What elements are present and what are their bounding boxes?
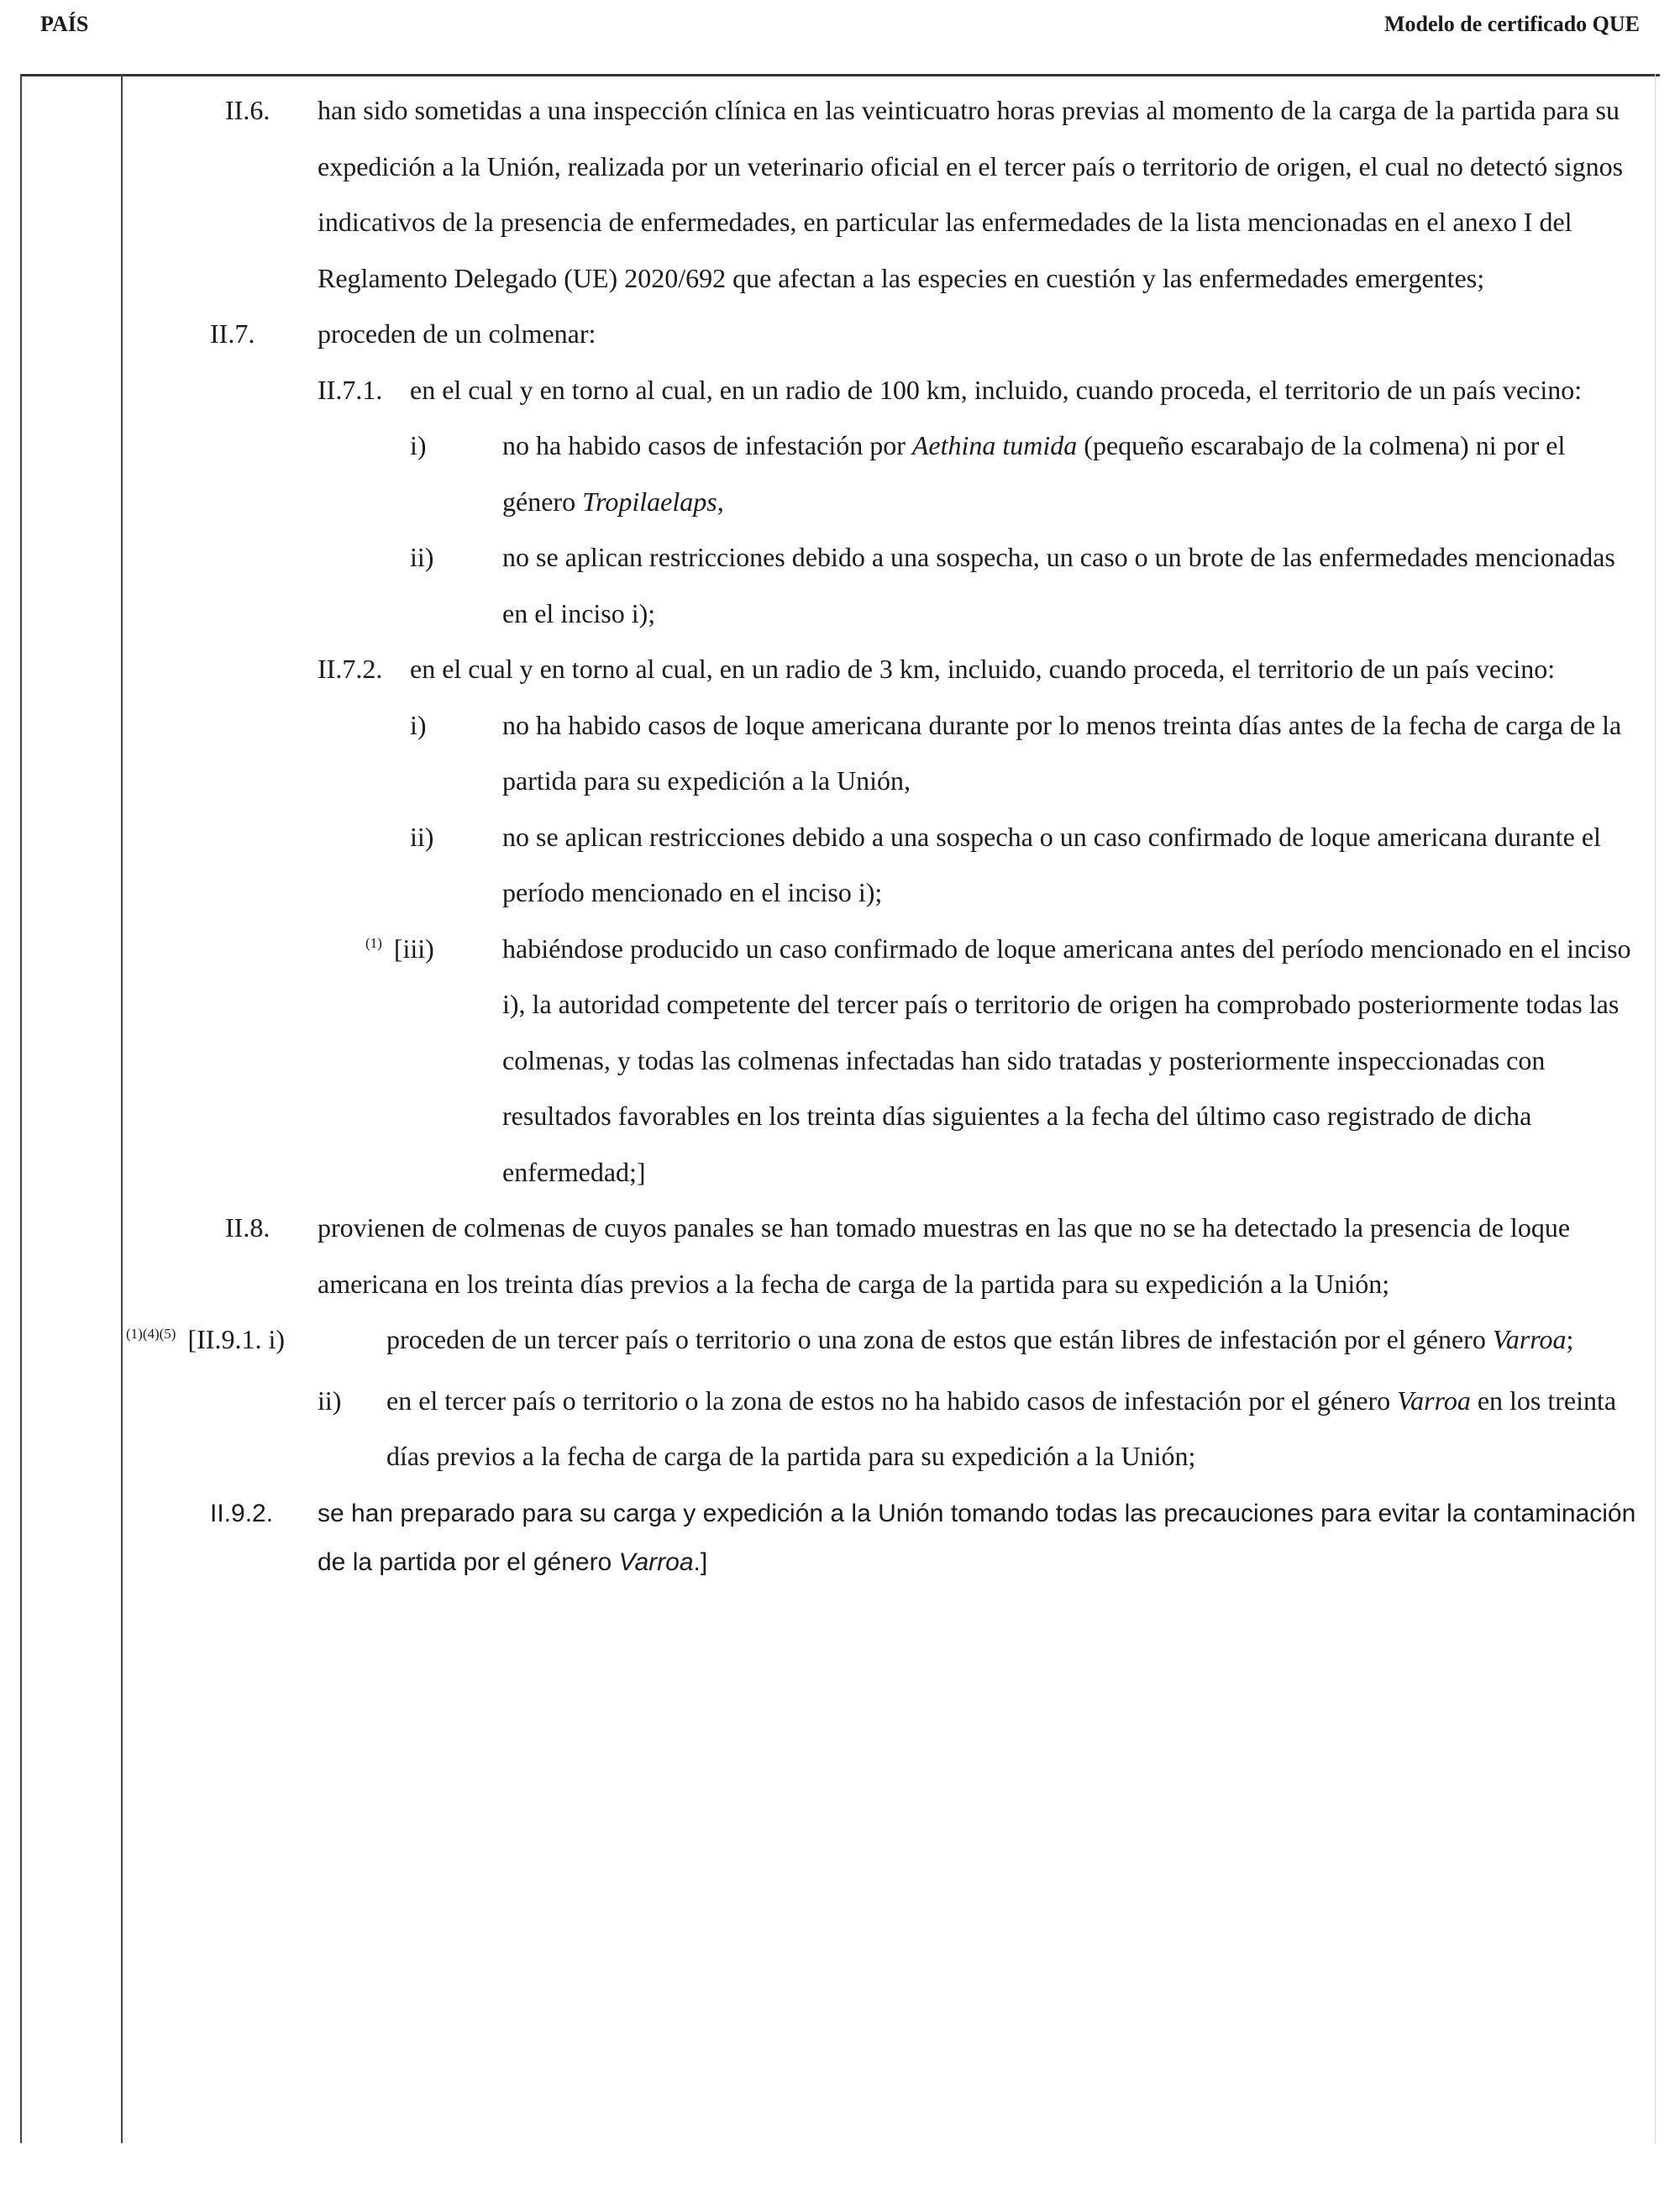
clause-number: $^{(1)(4)(5)}$ [II.9.1. i)	[126, 1324, 285, 1354]
item-number: ii)	[410, 821, 434, 852]
clause-II8	[0, 1200, 1680, 1311]
clause-number: II.7.	[210, 318, 255, 349]
clause-II7	[0, 306, 1680, 362]
clause-number: II.7.2.	[318, 654, 383, 684]
item-text: en el tercer país o territorio o la zona de estos no ha habido casos de infestación por el género Varroa en los treinta días previos a la fecha de carga de la partida para su expedición a la Unión;	[386, 1385, 1617, 1471]
item-text: habiéndose producido un caso confirmado de loque americana antes del período mencionado en el inciso i), la autoridad competente del tercer país o territorio de origen ha comprobado posteriormente todas las colmenas, y todas las colmenas infectadas han sido tratadas y posteriormente inspeccionadas con resultados favorables en los treinta días siguientes a la fecha del último caso registrado de dicha enfermedad;]	[502, 933, 1631, 1187]
clause-text: provienen de colmenas de cuyos panales se han tomado muestras en las que no se ha detectado la presencia de loque americana en los treinta días previos a la fecha de carga de la partida para su expedición a la Unión;	[318, 1212, 1571, 1299]
clause-text: en el cual y en torno al cual, en un radio de 100 km, incluido, cuando proceda, el territorio de un país vecino:	[410, 374, 1583, 405]
clause-II72	[0, 641, 1680, 697]
item-number: ii)	[318, 1385, 342, 1416]
clause-II72-i	[0, 697, 1680, 809]
clause-number: II.9.2.	[210, 1499, 274, 1527]
clause-II72-iii	[0, 921, 1680, 1201]
header-rule	[20, 74, 1660, 76]
header-country: PAÍS	[40, 12, 89, 36]
clause-II6	[0, 82, 1680, 306]
header-model-title: Modelo de certificado QUE	[1384, 12, 1640, 36]
clause-II92	[0, 1490, 1680, 1587]
item-text: proceden de un tercer país o territorio o una zona de estos que están libres de infestación por el género Varroa;	[386, 1324, 1574, 1354]
clause-text: en el cual y en torno al cual, en un radio de 3 km, incluido, cuando proceda, el territorio de un país vecino:	[410, 654, 1556, 684]
item-number: ii)	[410, 542, 434, 572]
clause-number: II.7.1.	[318, 374, 383, 405]
item-number: i)	[410, 430, 427, 460]
clause-text: se han preparado para su carga y expedición a la Unión tomando todas las precauciones para evitar la contaminación de la partida por el género Varroa.]	[318, 1499, 1636, 1576]
item-number: $^{(1)}$ [iii)	[365, 933, 434, 964]
clause-number: II.8.	[225, 1212, 270, 1243]
certificate-body	[0, 82, 1680, 1587]
item-text: no ha habido casos de infestación por Aethina tumida (pequeño escarabajo de la colmena) ni por el género Tropilaelaps,	[502, 430, 1566, 517]
clause-text: han sido sometidas a una inspección clínica en las veinticuatro horas previas al momento de la carga de la partida para su expedición a la Unión, realizada por un veterinario oficial en el tercer país o territorio de origen, el cual no detectó signos indicativos de la presencia de enfermedades, en particular las enfermedades de la lista mencionadas en el anexo I del Reglamento Delegado (UE) 2020/692 que afectan a las especies en cuestión y las enfermedades emergentes;	[318, 95, 1624, 293]
clause-II71-i	[0, 418, 1680, 529]
clause-II91-i	[0, 1311, 1680, 1373]
clause-II71	[0, 362, 1680, 418]
item-text: no se aplican restricciones debido a una sospecha, un caso o un brote de las enfermedades mencionadas en el inciso i);	[502, 542, 1615, 628]
clause-II72-ii	[0, 809, 1680, 921]
footnote-ref: (1)(4)(5)	[126, 1326, 176, 1342]
footnote-ref: (1)	[365, 934, 382, 951]
item-text: no se aplican restricciones debido a una sospecha o un caso confirmado de loque americana durante el período mencionado en el inciso i);	[502, 821, 1601, 907]
clause-II71-ii	[0, 529, 1680, 641]
item-text: no ha habido casos de loque americana durante por lo menos treinta días antes de la fecha de carga de la partida para su expedición a la Unión,	[502, 709, 1622, 796]
clause-text: proceden de un colmenar:	[318, 318, 596, 349]
item-number: i)	[410, 709, 427, 740]
clause-II91-ii	[0, 1373, 1680, 1485]
clause-number: II.6.	[225, 95, 270, 125]
